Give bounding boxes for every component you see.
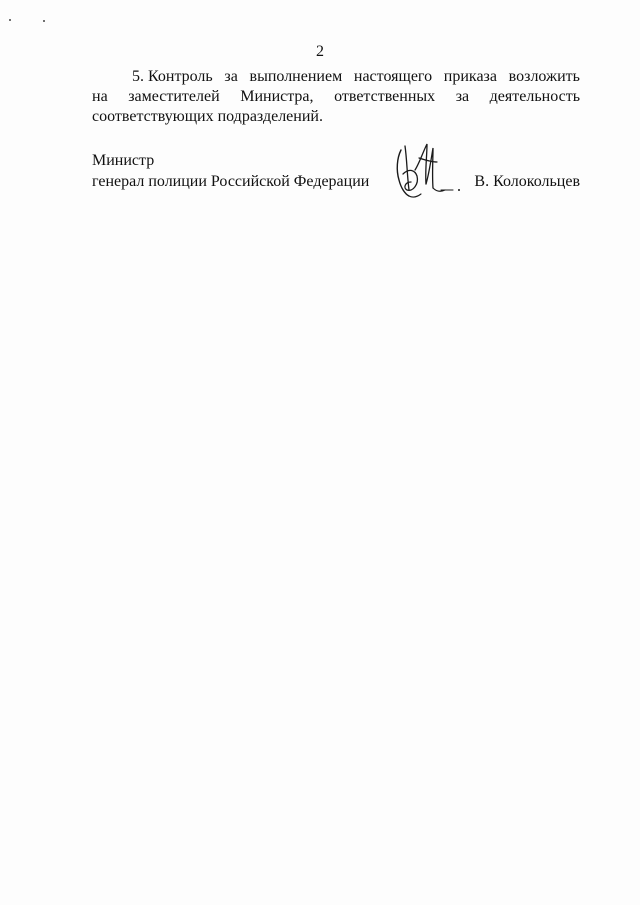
word: возложить bbox=[508, 68, 580, 85]
order-paragraph bbox=[92, 67, 580, 127]
scan-speck bbox=[9, 19, 11, 21]
word: 5. Контроль bbox=[132, 68, 213, 85]
word: заместителей bbox=[128, 88, 220, 105]
word: за bbox=[455, 88, 470, 105]
word: Министра, bbox=[240, 88, 314, 105]
page-number: 2 bbox=[316, 43, 324, 60]
paragraph-line bbox=[92, 107, 580, 127]
word: выполнением bbox=[249, 68, 343, 85]
handwritten-signature bbox=[393, 140, 463, 202]
signatory-name: В. Колокольцев bbox=[474, 173, 580, 190]
word: соответствующих подразделений. bbox=[92, 108, 323, 125]
word: ответственных bbox=[334, 88, 436, 105]
signatory-rank: генерал полиции Российской Федерации bbox=[92, 173, 370, 190]
word: приказа bbox=[443, 68, 497, 85]
paragraph-line bbox=[92, 67, 580, 87]
word: за bbox=[224, 68, 238, 85]
paragraph-line bbox=[92, 87, 580, 107]
word: деятельность bbox=[489, 88, 580, 105]
scan-speck bbox=[43, 20, 45, 22]
signatory-title: Министр bbox=[92, 152, 155, 169]
word: настоящего bbox=[353, 68, 433, 85]
word: на bbox=[92, 88, 108, 105]
signature-block bbox=[92, 151, 580, 201]
